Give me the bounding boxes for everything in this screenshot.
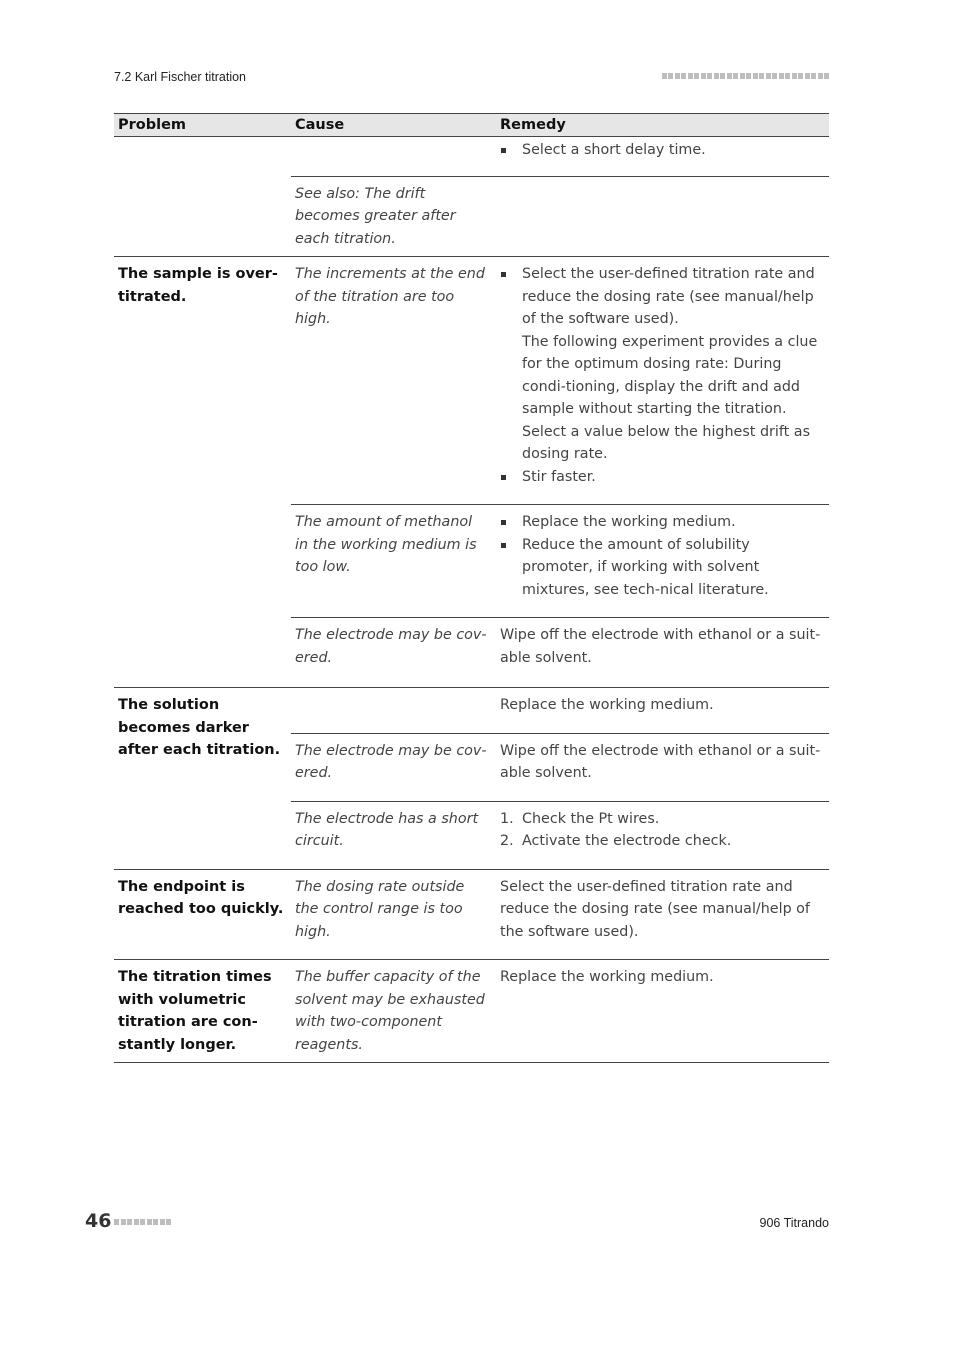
remedy-cell	[496, 177, 829, 257]
step-number: 2.	[500, 833, 514, 849]
step-text: Activate the electrode check.	[522, 833, 732, 849]
remedy-cell: Replace the working medium.	[500, 969, 714, 985]
table-row	[291, 504, 829, 617]
remedy-cell: Replace the working medium.	[500, 697, 714, 713]
page-number: 46	[85, 1210, 112, 1232]
cause-cell: The electrode may be cov-ered.	[295, 742, 487, 781]
cause-cell: See also: The drift becomes greater after each titration.	[295, 185, 456, 247]
table-group-endpoint	[114, 870, 829, 961]
column-header-problem: Problem	[118, 117, 187, 133]
table-row	[291, 870, 829, 960]
bullet-icon	[501, 520, 506, 525]
step-text: Check the Pt wires.	[522, 810, 660, 827]
table-row	[291, 733, 829, 801]
remedy-cell	[496, 802, 829, 869]
table-group-darker	[114, 688, 829, 870]
remedy-cell: Wipe off the electrode with ethanol or a suit-able solvent.	[500, 627, 821, 666]
table-row	[291, 176, 829, 257]
problem-cell-empty	[114, 137, 291, 256]
problem-cell: The sample is over-titrated.	[118, 266, 278, 305]
problem-cell: The solution becomes darker after each titration.	[118, 697, 281, 758]
header-dots-decoration	[662, 73, 830, 79]
remedy-note-text: The following experiment provides a clue for the optimum dosing rate: During condi-tioning, display the drift and add sample without starting the titration. Select a value below the highest drift as dosing rate.	[522, 333, 818, 462]
remedy-bullet-item	[500, 534, 825, 602]
remedy-bullet-item	[500, 263, 825, 466]
remedy-cell	[496, 505, 829, 617]
cause-cell: The increments at the end of the titration are too high.	[295, 266, 485, 327]
table-row	[291, 137, 829, 176]
remedy-cell: Select the user-defined titration rate and reduce the dosing rate (see manual/help of the software used).	[500, 878, 810, 940]
table-row	[291, 257, 829, 504]
cause-cell	[291, 688, 496, 733]
troubleshooting-table	[114, 113, 829, 1063]
bullet-icon	[501, 148, 506, 153]
remedy-bullet-text: Replace the working medium.	[522, 514, 736, 530]
table-group-over-titrated	[114, 257, 829, 688]
table-row	[291, 801, 829, 869]
remedy-bullet-text: Stir faster.	[522, 468, 596, 485]
table-group-continuation	[114, 137, 829, 257]
bullet-icon	[501, 543, 506, 548]
bullet-icon	[501, 475, 506, 480]
cause-cell: The electrode may be cov-ered.	[295, 627, 487, 666]
remedy-bullet-item	[500, 511, 825, 534]
remedy-bullet-item	[500, 139, 825, 162]
remedy-bullet-item	[500, 466, 825, 489]
table-header-row	[114, 113, 829, 137]
running-header-section: 7.2 Karl Fischer titration	[114, 70, 246, 84]
column-header-cause: Cause	[295, 117, 345, 133]
remedy-numbered-item	[500, 808, 825, 831]
remedy-bullet-text: Select the user-defined titration rate and reduce the dosing rate (see manual/help of the software used).	[522, 266, 815, 327]
step-number: 1.	[500, 810, 514, 827]
footer-product-name: 906 Titrando	[759, 1216, 829, 1230]
remedy-bullet-text: Reduce the amount of solubility promoter, if working with solvent mixtures, see tech-nical literature.	[522, 536, 769, 598]
cause-cell: The amount of methanol in the working medium is too low.	[295, 514, 477, 575]
remedy-bullet-text: Select a short delay time.	[522, 142, 706, 158]
remedy-cell	[496, 257, 829, 504]
problem-cell: The titration times with volumetric titration are con-stantly longer.	[118, 969, 272, 1053]
problem-cell: The endpoint is reached too quickly.	[118, 878, 284, 917]
remedy-numbered-item	[500, 830, 825, 853]
cause-cell: The buffer capacity of the solvent may be exhausted with two-component reagents.	[295, 969, 485, 1053]
table-row	[291, 688, 829, 733]
column-header-remedy: Remedy	[500, 117, 566, 133]
table-row	[291, 617, 829, 687]
remedy-cell	[496, 137, 829, 176]
table-row	[291, 960, 829, 1062]
footer-dots-decoration	[114, 1219, 171, 1225]
cause-cell: The dosing rate outside the control range is too high.	[295, 878, 465, 940]
cause-cell: The electrode has a short circuit.	[295, 810, 479, 849]
remedy-cell: Wipe off the electrode with ethanol or a suit-able solvent.	[500, 742, 821, 781]
table-group-longer	[114, 960, 829, 1063]
bullet-icon	[501, 272, 506, 277]
cause-cell	[291, 137, 496, 176]
